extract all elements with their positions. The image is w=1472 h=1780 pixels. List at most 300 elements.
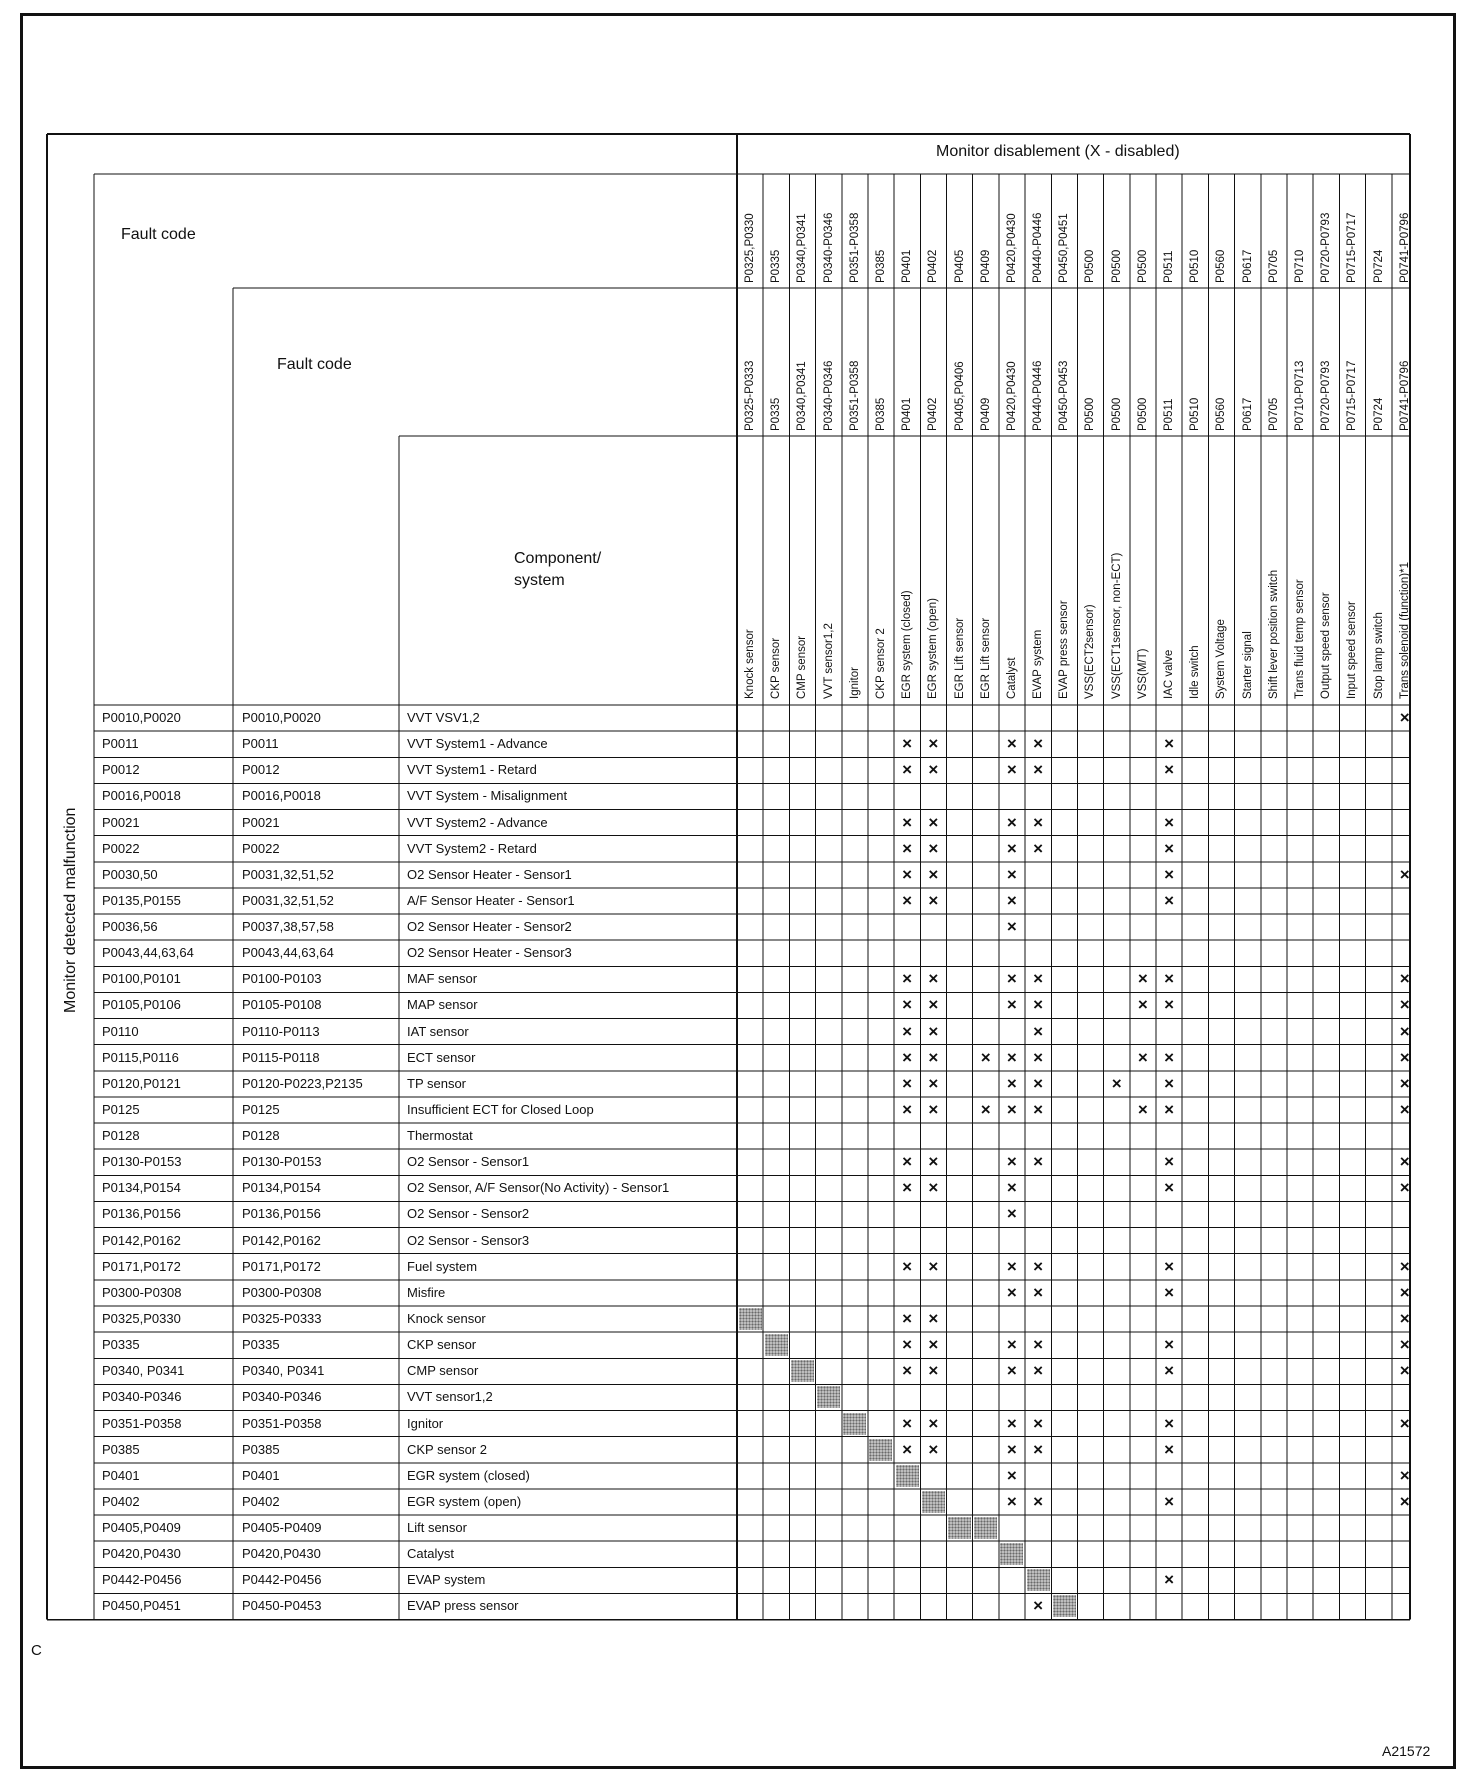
row-fault-code: P0325,P0330 xyxy=(102,1310,181,1326)
row-fault-code-detail: P0402 xyxy=(242,1493,280,1509)
column-component-label: VSS(ECT2sensor) xyxy=(1084,604,1097,699)
column-component-label: IAC valve xyxy=(1163,649,1176,699)
row-component: CKP sensor xyxy=(407,1337,477,1353)
self-cell-shade xyxy=(1053,1595,1076,1617)
column-code2-label: P0741-P0796 xyxy=(1398,360,1411,431)
row-fault-code: P0115,P0116 xyxy=(102,1049,179,1065)
fault-code-outer-label: Fault code xyxy=(121,226,196,243)
row-fault-code-detail: P0011 xyxy=(242,736,279,752)
row-fault-code: P0110 xyxy=(102,1023,139,1039)
column-code1-label: P0715-P0717 xyxy=(1346,212,1359,283)
column-code1-label: P0724 xyxy=(1372,249,1385,283)
disabled-mark: × xyxy=(928,864,939,884)
disabled-mark: × xyxy=(1164,1047,1174,1067)
row-fault-code-detail: P0037,38,57,58 xyxy=(242,919,334,935)
column-component-label: VVT sensor1,2 xyxy=(822,623,835,699)
column-code2-label: P0705 xyxy=(1267,397,1280,431)
column-code1-label: P0450,P0451 xyxy=(1058,213,1071,283)
disabled-mark: × xyxy=(902,760,913,780)
row-fault-code: P0401 xyxy=(102,1467,140,1483)
row-fault-code: P0340-P0346 xyxy=(102,1389,182,1405)
column-code1-label: P0617 xyxy=(1241,249,1254,283)
disabled-mark: × xyxy=(1006,760,1017,780)
row-component: VVT System2 - Advance xyxy=(407,814,548,830)
disabled-mark: × xyxy=(1399,864,1410,884)
disabled-mark: × xyxy=(1399,708,1410,727)
row-fault-code: P0022 xyxy=(102,840,140,856)
disabled-mark: × xyxy=(1006,1439,1017,1459)
disabled-mark: × xyxy=(928,838,939,858)
disabled-mark: × xyxy=(1033,1439,1044,1459)
row-fault-code: P0016,P0018 xyxy=(102,788,181,804)
disabled-mark: × xyxy=(1033,1282,1044,1302)
row-fault-code: P0142,P0162 xyxy=(102,1232,181,1248)
row-fault-code-detail: P0022 xyxy=(242,840,280,856)
fault-code-inner-label: Fault code xyxy=(277,356,352,373)
disabled-mark: × xyxy=(1164,1439,1174,1459)
column-code2-label: P0450-P0453 xyxy=(1058,360,1071,431)
disabled-mark: × xyxy=(902,1335,913,1355)
row-fault-code: P0100,P0101 xyxy=(102,971,181,987)
column-component-label: Starter signal xyxy=(1241,631,1254,699)
row-fault-code: P0120,P0121 xyxy=(102,1075,181,1091)
row-component: VVT System1 - Advance xyxy=(407,736,548,752)
row-fault-code-detail: P0340-P0346 xyxy=(242,1389,322,1405)
row-component: O2 Sensor, A/F Sensor(No Activity) - Sensor1 xyxy=(407,1180,670,1196)
disabled-mark: × xyxy=(1033,1361,1044,1381)
column-component-label: CKP sensor xyxy=(770,637,783,699)
disabled-mark: × xyxy=(1399,1335,1410,1355)
column-code1-label: P0720-P0793 xyxy=(1320,212,1333,283)
column-component-label: CMP sensor xyxy=(796,635,809,699)
disabled-mark: × xyxy=(902,1256,913,1276)
column-component-label: Stop lamp switch xyxy=(1372,612,1385,699)
disabled-mark: × xyxy=(1006,734,1017,754)
row-fault-code-detail: P0100-P0103 xyxy=(242,971,322,987)
disabled-mark: × xyxy=(902,890,913,910)
disabled-mark: × xyxy=(902,1361,913,1381)
column-component-label: EVAP system xyxy=(1032,629,1045,699)
disabled-mark: × xyxy=(1164,1282,1174,1302)
self-cell-shade xyxy=(843,1413,866,1435)
disabled-mark: × xyxy=(1033,1256,1044,1276)
row-fault-code: P0012 xyxy=(102,762,140,778)
row-fault-code-detail: P0300-P0308 xyxy=(242,1284,322,1300)
disabled-mark: × xyxy=(928,1047,939,1067)
row-fault-code: P0011 xyxy=(102,736,139,752)
disabled-mark: × xyxy=(1033,1099,1044,1119)
disabled-mark: × xyxy=(1164,1413,1174,1433)
row-fault-code-detail: P0012 xyxy=(242,762,280,778)
disabled-mark: × xyxy=(1164,734,1174,754)
component-system-label-line1: Component/ xyxy=(514,550,602,567)
disabled-mark: × xyxy=(1399,995,1410,1015)
disabled-mark: × xyxy=(928,734,939,754)
column-code1-label: P0325,P0330 xyxy=(744,213,756,283)
column-component-label: EGR system (closed) xyxy=(901,590,914,699)
disabled-mark: × xyxy=(1006,1361,1017,1381)
row-fault-code: P0105,P0106 xyxy=(102,997,181,1013)
row-fault-code: P0335 xyxy=(102,1337,140,1353)
row-fault-code-detail: P0171,P0172 xyxy=(242,1258,321,1274)
column-component-label: Catalyst xyxy=(1005,657,1018,699)
row-component: Misfire xyxy=(407,1284,446,1300)
column-code2-label: P0401 xyxy=(901,397,914,431)
row-component: A/F Sensor Heater - Sensor1 xyxy=(407,892,575,908)
column-component-label: EGR Lift sensor xyxy=(953,617,966,699)
row-fault-code: P0351-P0358 xyxy=(102,1415,182,1431)
disabled-mark: × xyxy=(1137,1047,1148,1067)
disabled-mark: × xyxy=(902,1413,913,1433)
disabled-mark: × xyxy=(1111,1073,1122,1093)
disabled-mark: × xyxy=(1399,1099,1410,1119)
column-code2-label: P0500 xyxy=(1084,397,1097,431)
column-code1-label: P0385 xyxy=(874,249,887,283)
disabled-mark: × xyxy=(1033,838,1044,858)
row-fault-code: P0135,P0155 xyxy=(102,892,181,908)
column-code2-label: P0420,P0430 xyxy=(1005,361,1018,431)
column-code2-label: P0724 xyxy=(1372,397,1385,431)
row-fault-code-detail: P0016,P0018 xyxy=(242,788,321,804)
disabled-mark: × xyxy=(1164,760,1174,780)
disabled-mark: × xyxy=(928,1021,939,1041)
disabled-mark: × xyxy=(1006,917,1017,937)
row-component: TP sensor xyxy=(407,1075,467,1091)
column-code2-label: P0560 xyxy=(1215,397,1228,431)
column-component-label: EGR system (open) xyxy=(927,598,940,699)
row-fault-code: P0340, P0341 xyxy=(102,1363,185,1379)
row-component: Knock sensor xyxy=(407,1310,486,1326)
disabled-mark: × xyxy=(1033,1047,1044,1067)
column-code1-label: P0402 xyxy=(927,249,940,283)
row-fault-code-detail: P0120-P0223,P2135 xyxy=(242,1075,363,1091)
disabled-mark: × xyxy=(1399,1256,1410,1276)
row-fault-code-detail: P0405-P0409 xyxy=(242,1520,322,1536)
row-component: O2 Sensor Heater - Sensor2 xyxy=(407,919,572,935)
row-fault-code-detail: P0010,P0020 xyxy=(242,710,321,725)
row-fault-code-detail: P0031,32,51,52 xyxy=(242,866,334,882)
disabled-mark: × xyxy=(1033,812,1044,832)
self-cell-shade xyxy=(791,1360,814,1382)
disabled-mark: × xyxy=(1164,995,1174,1015)
column-component-label: EGR Lift sensor xyxy=(979,617,992,699)
row-fault-code: P0128 xyxy=(102,1128,140,1144)
row-fault-code-detail: P0142,P0162 xyxy=(242,1232,321,1248)
disabled-mark: × xyxy=(1164,1256,1174,1276)
row-fault-code: P0030,50 xyxy=(102,866,158,882)
disabled-mark: × xyxy=(928,760,939,780)
disabled-mark: × xyxy=(1033,1491,1044,1511)
row-fault-code: P0021 xyxy=(102,814,140,830)
disabled-mark: × xyxy=(928,1308,939,1328)
row-component: VVT System - Misalignment xyxy=(407,788,568,804)
row-component: CMP sensor xyxy=(407,1363,479,1379)
column-code1-label: P0705 xyxy=(1267,249,1280,283)
disabled-mark: × xyxy=(1399,1282,1410,1302)
disabled-mark: × xyxy=(928,1413,939,1433)
disablement-title: Monitor disablement (X - disabled) xyxy=(936,143,1180,160)
row-fault-code-detail: P0325-P0333 xyxy=(242,1310,322,1326)
row-fault-code: P0300-P0308 xyxy=(102,1284,182,1300)
column-code2-label: P0617 xyxy=(1241,397,1254,431)
row-fault-code-detail: P0105-P0108 xyxy=(242,997,322,1013)
row-fault-code-detail: P0351-P0358 xyxy=(242,1415,322,1431)
column-code2-label: P0351-P0358 xyxy=(848,360,861,431)
column-code2-label: P0385 xyxy=(874,397,887,431)
disabled-mark: × xyxy=(1137,995,1148,1015)
row-component: VVT sensor1,2 xyxy=(407,1389,493,1405)
disabled-mark: × xyxy=(1033,760,1044,780)
disabled-mark: × xyxy=(1006,1099,1017,1119)
column-code2-label: P0325-P0333 xyxy=(744,360,756,431)
column-code1-label: P0409 xyxy=(979,249,992,283)
row-component: O2 Sensor - Sensor1 xyxy=(407,1154,530,1170)
column-code1-label: P0340-P0346 xyxy=(822,212,835,283)
disabled-mark: × xyxy=(1006,1465,1017,1485)
row-fault-code: P0136,P0156 xyxy=(102,1206,181,1222)
disabled-mark: × xyxy=(1137,969,1148,989)
column-component-label: Trans solenoid (function)*1 xyxy=(1398,561,1411,699)
row-fault-code: P0420,P0430 xyxy=(102,1546,181,1562)
disabled-mark: × xyxy=(1033,1596,1044,1616)
column-component-label: VSS(M/T) xyxy=(1136,648,1149,699)
disabled-mark: × xyxy=(902,1047,913,1067)
column-code2-label: P0510 xyxy=(1189,397,1202,431)
column-component-label: Shift lever position switch xyxy=(1267,569,1280,699)
disabled-mark: × xyxy=(1164,1335,1174,1355)
disabled-mark: × xyxy=(928,1335,939,1355)
disabled-mark: × xyxy=(1033,995,1044,1015)
row-fault-code-detail: P0136,P0156 xyxy=(242,1206,321,1222)
disabled-mark: × xyxy=(902,1439,913,1459)
disabled-mark: × xyxy=(902,1178,913,1198)
row-fault-code-detail: P0450-P0453 xyxy=(242,1598,322,1614)
disabled-mark: × xyxy=(928,812,939,832)
row-fault-code-detail: P0043,44,63,64 xyxy=(242,945,334,961)
column-code2-label: P0511 xyxy=(1163,398,1176,431)
disabled-mark: × xyxy=(902,812,913,832)
disabled-mark: × xyxy=(1164,1570,1174,1590)
disabled-mark: × xyxy=(1164,1073,1174,1093)
figure-id: A21572 xyxy=(1382,1743,1431,1759)
row-fault-code-detail: P0401 xyxy=(242,1467,280,1483)
self-cell-shade xyxy=(1027,1569,1050,1591)
row-component: Thermostat xyxy=(407,1128,473,1144)
disabled-mark: × xyxy=(928,1256,939,1276)
disabled-mark: × xyxy=(1399,1047,1410,1067)
disabled-mark: × xyxy=(1006,1335,1017,1355)
disabled-mark: × xyxy=(1033,1073,1044,1093)
column-code2-label: P0500 xyxy=(1110,397,1123,431)
row-component: EGR system (closed) xyxy=(407,1467,530,1483)
row-fault-code: P0442-P0456 xyxy=(102,1572,182,1588)
row-component: Lift sensor xyxy=(407,1520,467,1536)
self-cell-shade xyxy=(922,1491,945,1513)
disabled-mark: × xyxy=(902,1308,913,1328)
disabled-mark: × xyxy=(1006,864,1017,884)
column-code1-label: P0351-P0358 xyxy=(848,212,861,283)
disabled-mark: × xyxy=(1033,969,1044,989)
column-code2-label: P0402 xyxy=(927,397,940,431)
column-code1-label: P0500 xyxy=(1084,249,1097,283)
column-code2-label: P0335 xyxy=(770,397,783,431)
column-code1-label: P0335 xyxy=(770,249,783,283)
row-fault-code-detail: P0134,P0154 xyxy=(242,1180,321,1196)
disabled-mark: × xyxy=(1164,1491,1174,1511)
disabled-mark: × xyxy=(1164,812,1174,832)
row-component: EVAP system xyxy=(407,1572,486,1588)
disabled-mark: × xyxy=(1164,864,1174,884)
disabled-mark: × xyxy=(1164,838,1174,858)
row-fault-code-detail: P0385 xyxy=(242,1441,280,1457)
disabled-mark: × xyxy=(1006,1047,1017,1067)
row-component: Catalyst xyxy=(407,1546,454,1562)
disabled-mark: × xyxy=(1033,1021,1044,1041)
disabled-mark: × xyxy=(928,1178,939,1198)
disabled-mark: × xyxy=(1164,890,1174,910)
column-code2-label: P0340,P0341 xyxy=(796,361,809,431)
row-fault-code-detail: P0420,P0430 xyxy=(242,1546,321,1562)
self-cell-shade xyxy=(1000,1543,1023,1565)
disabled-mark: × xyxy=(1006,838,1017,858)
row-fault-code: P0134,P0154 xyxy=(102,1180,181,1196)
disabled-mark: × xyxy=(902,969,913,989)
column-component-label: System Voltage xyxy=(1215,619,1228,699)
row-fault-code: P0036,56 xyxy=(102,919,158,935)
column-code1-label: P0710 xyxy=(1293,249,1306,283)
column-component-label: Ignitor xyxy=(848,667,861,699)
disabled-mark: × xyxy=(1399,1178,1410,1198)
column-code2-label: P0710-P0713 xyxy=(1293,360,1306,431)
disabled-mark: × xyxy=(1164,1361,1174,1381)
disabled-mark: × xyxy=(1399,1152,1410,1172)
disabled-mark: × xyxy=(928,1152,939,1172)
column-code1-label: P0440-P0446 xyxy=(1032,212,1045,283)
disabled-mark: × xyxy=(1164,1099,1174,1119)
disabled-mark: × xyxy=(902,1099,913,1119)
column-code1-label: P0500 xyxy=(1110,249,1123,283)
disabled-mark: × xyxy=(928,995,939,1015)
disabled-mark: × xyxy=(1006,1152,1017,1172)
self-cell-shade xyxy=(739,1308,762,1330)
row-fault-code: P0405,P0409 xyxy=(102,1520,181,1536)
column-code2-label: P0340-P0346 xyxy=(822,360,835,431)
row-component: IAT sensor xyxy=(407,1023,469,1039)
column-component-label: CKP sensor 2 xyxy=(874,628,887,699)
row-fault-code: P0450,P0451 xyxy=(102,1598,181,1614)
row-fault-code: P0130-P0153 xyxy=(102,1154,182,1170)
column-component-label: Trans fluid temp sensor xyxy=(1293,579,1306,699)
disabled-mark: × xyxy=(980,1047,991,1067)
self-cell-shade xyxy=(869,1439,892,1461)
self-cell-shade xyxy=(896,1465,919,1487)
disabled-mark: × xyxy=(1006,1256,1017,1276)
row-component: EVAP press sensor xyxy=(407,1598,519,1614)
row-component: Insufficient ECT for Closed Loop xyxy=(407,1101,594,1117)
column-code1-label: P0340,P0341 xyxy=(796,213,809,283)
disabled-mark: × xyxy=(1006,969,1017,989)
self-cell-shade xyxy=(974,1517,997,1539)
row-fault-code-detail: P0130-P0153 xyxy=(242,1154,322,1170)
self-cell-shade xyxy=(948,1517,971,1539)
disabled-mark: × xyxy=(1399,1465,1410,1485)
row-fault-code-detail: P0128 xyxy=(242,1128,280,1144)
row-fault-code: P0385 xyxy=(102,1441,140,1457)
column-code2-label: P0409 xyxy=(979,397,992,431)
column-component-label: Output speed sensor xyxy=(1320,592,1333,699)
disabled-mark: × xyxy=(1006,1204,1017,1224)
row-fault-code-detail: P0110-P0113 xyxy=(242,1023,320,1039)
column-code1-label: P0510 xyxy=(1189,249,1202,283)
column-code2-label: P0440-P0446 xyxy=(1032,360,1045,431)
disabled-mark: × xyxy=(1006,890,1017,910)
disabled-mark: × xyxy=(902,734,913,754)
column-code1-label: P0741-P0796 xyxy=(1398,212,1411,283)
row-component: O2 Sensor - Sensor2 xyxy=(407,1206,530,1222)
row-fault-code-detail: P0115-P0118 xyxy=(242,1049,320,1065)
row-component: O2 Sensor - Sensor3 xyxy=(407,1232,530,1248)
column-component-label: Input speed sensor xyxy=(1346,601,1359,699)
disabled-mark: × xyxy=(902,1073,913,1093)
column-code2-label: P0720-P0793 xyxy=(1320,360,1333,431)
row-component: MAF sensor xyxy=(407,971,478,987)
row-fault-code-detail: P0335 xyxy=(242,1337,280,1353)
disabled-mark: × xyxy=(902,864,913,884)
disabled-mark: × xyxy=(1033,1335,1044,1355)
row-fault-code: P0043,44,63,64 xyxy=(102,945,194,961)
row-component: Fuel system xyxy=(407,1258,478,1274)
disabled-mark: × xyxy=(1006,1413,1017,1433)
row-component: ECT sensor xyxy=(407,1049,476,1065)
disabled-mark: × xyxy=(902,838,913,858)
disabled-mark: × xyxy=(1006,1282,1017,1302)
corner-letter: C xyxy=(31,1642,42,1659)
disabled-mark: × xyxy=(928,890,939,910)
self-cell-shade xyxy=(765,1334,788,1356)
disabled-mark: × xyxy=(1006,995,1017,1015)
disabled-mark: × xyxy=(1164,1152,1174,1172)
disabled-mark: × xyxy=(1033,1413,1044,1433)
column-code1-label: P0500 xyxy=(1136,249,1149,283)
disabled-mark: × xyxy=(928,969,939,989)
disabled-mark: × xyxy=(1137,1099,1148,1119)
disabled-mark: × xyxy=(1164,969,1174,989)
row-fault-code-detail: P0442-P0456 xyxy=(242,1572,322,1588)
row-component: O2 Sensor Heater - Sensor3 xyxy=(407,945,572,961)
disabled-mark: × xyxy=(928,1361,939,1381)
row-fault-code-detail: P0031,32,51,52 xyxy=(242,892,334,908)
column-component-label: Knock sensor xyxy=(744,629,756,699)
row-fault-code-detail: P0021 xyxy=(242,814,280,830)
row-component: VVT VSV1,2 xyxy=(407,710,480,725)
row-fault-code-detail: P0125 xyxy=(242,1101,280,1117)
disabled-mark: × xyxy=(1399,1073,1410,1093)
disabled-mark: × xyxy=(1006,1491,1017,1511)
disabled-mark: × xyxy=(928,1073,939,1093)
column-component-label: EVAP press sensor xyxy=(1058,600,1071,699)
column-code2-label: P0405,P0406 xyxy=(953,361,966,431)
row-fault-code: P0125 xyxy=(102,1101,140,1117)
disabled-mark: × xyxy=(1399,969,1410,989)
disabled-mark: × xyxy=(1164,1178,1174,1198)
row-component: CKP sensor 2 xyxy=(407,1441,487,1457)
column-code1-label: P0511 xyxy=(1163,250,1176,283)
column-component-label: VSS(ECT1sensor, non-ECT) xyxy=(1110,552,1123,699)
row-component: EGR system (open) xyxy=(407,1493,522,1509)
column-code2-label: P0500 xyxy=(1136,397,1149,431)
disabled-mark: × xyxy=(928,1099,939,1119)
disabled-mark: × xyxy=(902,1152,913,1172)
